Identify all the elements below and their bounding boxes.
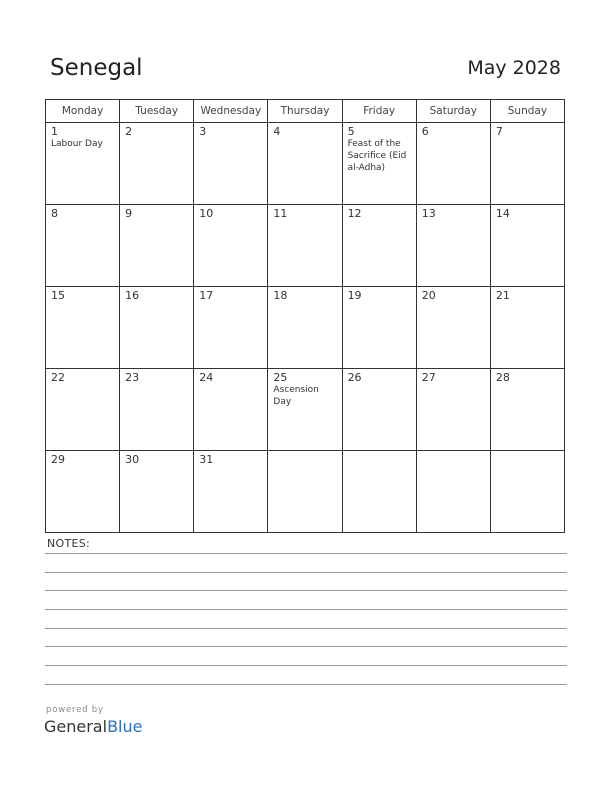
notes-label: NOTES: <box>47 537 91 550</box>
day-cell[interactable] <box>46 287 120 369</box>
day-number: 27 <box>421 371 436 384</box>
day-number: 18 <box>273 289 288 302</box>
day-number: 28 <box>495 371 510 384</box>
day-number: 5 <box>347 125 355 138</box>
weekday-header: Tuesday <box>120 100 194 123</box>
day-number: 9 <box>125 207 133 220</box>
day-cell[interactable] <box>342 451 416 533</box>
day-number: 30 <box>125 453 140 466</box>
day-number: 13 <box>421 207 436 220</box>
day-cell[interactable] <box>46 451 120 533</box>
note-line <box>45 684 567 685</box>
day-cell[interactable] <box>490 451 564 533</box>
day-number: 31 <box>199 453 214 466</box>
holiday-label: Labour Day <box>51 139 103 149</box>
day-number: 20 <box>421 289 436 302</box>
day-cell[interactable] <box>490 287 564 369</box>
day-number: 16 <box>125 289 140 302</box>
day-cell[interactable] <box>342 205 416 287</box>
day-cell[interactable] <box>416 451 490 533</box>
note-line <box>45 609 567 610</box>
day-cell[interactable] <box>342 123 416 205</box>
day-number: 23 <box>125 371 140 384</box>
weekday-header: Sunday <box>490 100 564 123</box>
day-number: 26 <box>347 371 362 384</box>
day-cell[interactable] <box>416 205 490 287</box>
day-cell[interactable] <box>490 205 564 287</box>
day-number: 4 <box>273 125 281 138</box>
day-cell[interactable] <box>46 369 120 451</box>
week-row <box>46 205 565 287</box>
country-title: Senegal <box>50 55 143 81</box>
day-cell[interactable] <box>194 369 268 451</box>
day-cell[interactable] <box>490 123 564 205</box>
note-line <box>45 628 567 629</box>
note-line <box>45 553 567 554</box>
weekday-header: Monday <box>46 100 120 123</box>
day-cell[interactable] <box>120 369 194 451</box>
day-number: 21 <box>495 289 510 302</box>
day-cell[interactable] <box>416 369 490 451</box>
day-number: 12 <box>347 207 362 220</box>
day-number: 11 <box>273 207 288 220</box>
day-number: 1 <box>51 125 58 138</box>
day-number: 8 <box>51 207 58 220</box>
day-cell[interactable] <box>268 369 342 451</box>
day-number: 2 <box>125 125 133 138</box>
brand-name-part1: General <box>44 717 108 736</box>
weekday-header: Wednesday <box>194 100 268 123</box>
day-cell[interactable] <box>268 123 342 205</box>
day-cell[interactable] <box>416 123 490 205</box>
week-row <box>46 287 565 369</box>
day-cell[interactable] <box>268 287 342 369</box>
day-cell[interactable] <box>268 451 342 533</box>
day-cell[interactable] <box>46 205 120 287</box>
day-cell[interactable] <box>194 205 268 287</box>
day-number: 29 <box>51 453 65 466</box>
holiday-label: Ascension Day <box>273 385 319 407</box>
day-cell[interactable] <box>46 123 120 205</box>
note-line <box>45 590 567 591</box>
note-line <box>45 572 567 573</box>
day-number: 6 <box>421 125 429 138</box>
weekday-header: Saturday <box>416 100 490 123</box>
day-cell[interactable] <box>342 369 416 451</box>
brand-name-part2: Blue <box>107 717 143 736</box>
day-cell[interactable] <box>120 123 194 205</box>
weekday-header-row <box>46 100 565 123</box>
day-number: 24 <box>199 371 214 384</box>
day-cell[interactable] <box>120 287 194 369</box>
weekday-header: Friday <box>342 100 416 123</box>
week-row <box>46 451 565 533</box>
day-cell[interactable] <box>120 205 194 287</box>
day-number: 22 <box>51 371 65 384</box>
generalblue-logo[interactable] <box>44 717 142 736</box>
day-cell[interactable] <box>490 369 564 451</box>
month-year-title: May 2028 <box>467 57 561 79</box>
note-line <box>45 646 567 647</box>
note-line <box>45 665 567 666</box>
holiday-label: Feast of the Sacrifice (Eid al-Adha) <box>347 139 407 173</box>
day-cell[interactable] <box>416 287 490 369</box>
day-number: 7 <box>495 125 503 138</box>
week-row <box>46 369 565 451</box>
powered-by-text: powered by <box>46 705 104 715</box>
weekday-header: Thursday <box>268 100 342 123</box>
calendar-grid <box>45 99 565 533</box>
day-number: 25 <box>273 371 288 384</box>
day-number: 17 <box>199 289 214 302</box>
week-row <box>46 123 565 205</box>
day-cell[interactable] <box>268 205 342 287</box>
day-cell[interactable] <box>120 451 194 533</box>
day-number: 15 <box>51 289 65 302</box>
day-cell[interactable] <box>194 451 268 533</box>
day-cell[interactable] <box>194 123 268 205</box>
day-number: 3 <box>199 125 207 138</box>
day-cell[interactable] <box>342 287 416 369</box>
day-number: 10 <box>199 207 214 220</box>
day-number: 14 <box>495 207 510 220</box>
day-cell[interactable] <box>194 287 268 369</box>
day-number: 19 <box>347 289 362 302</box>
